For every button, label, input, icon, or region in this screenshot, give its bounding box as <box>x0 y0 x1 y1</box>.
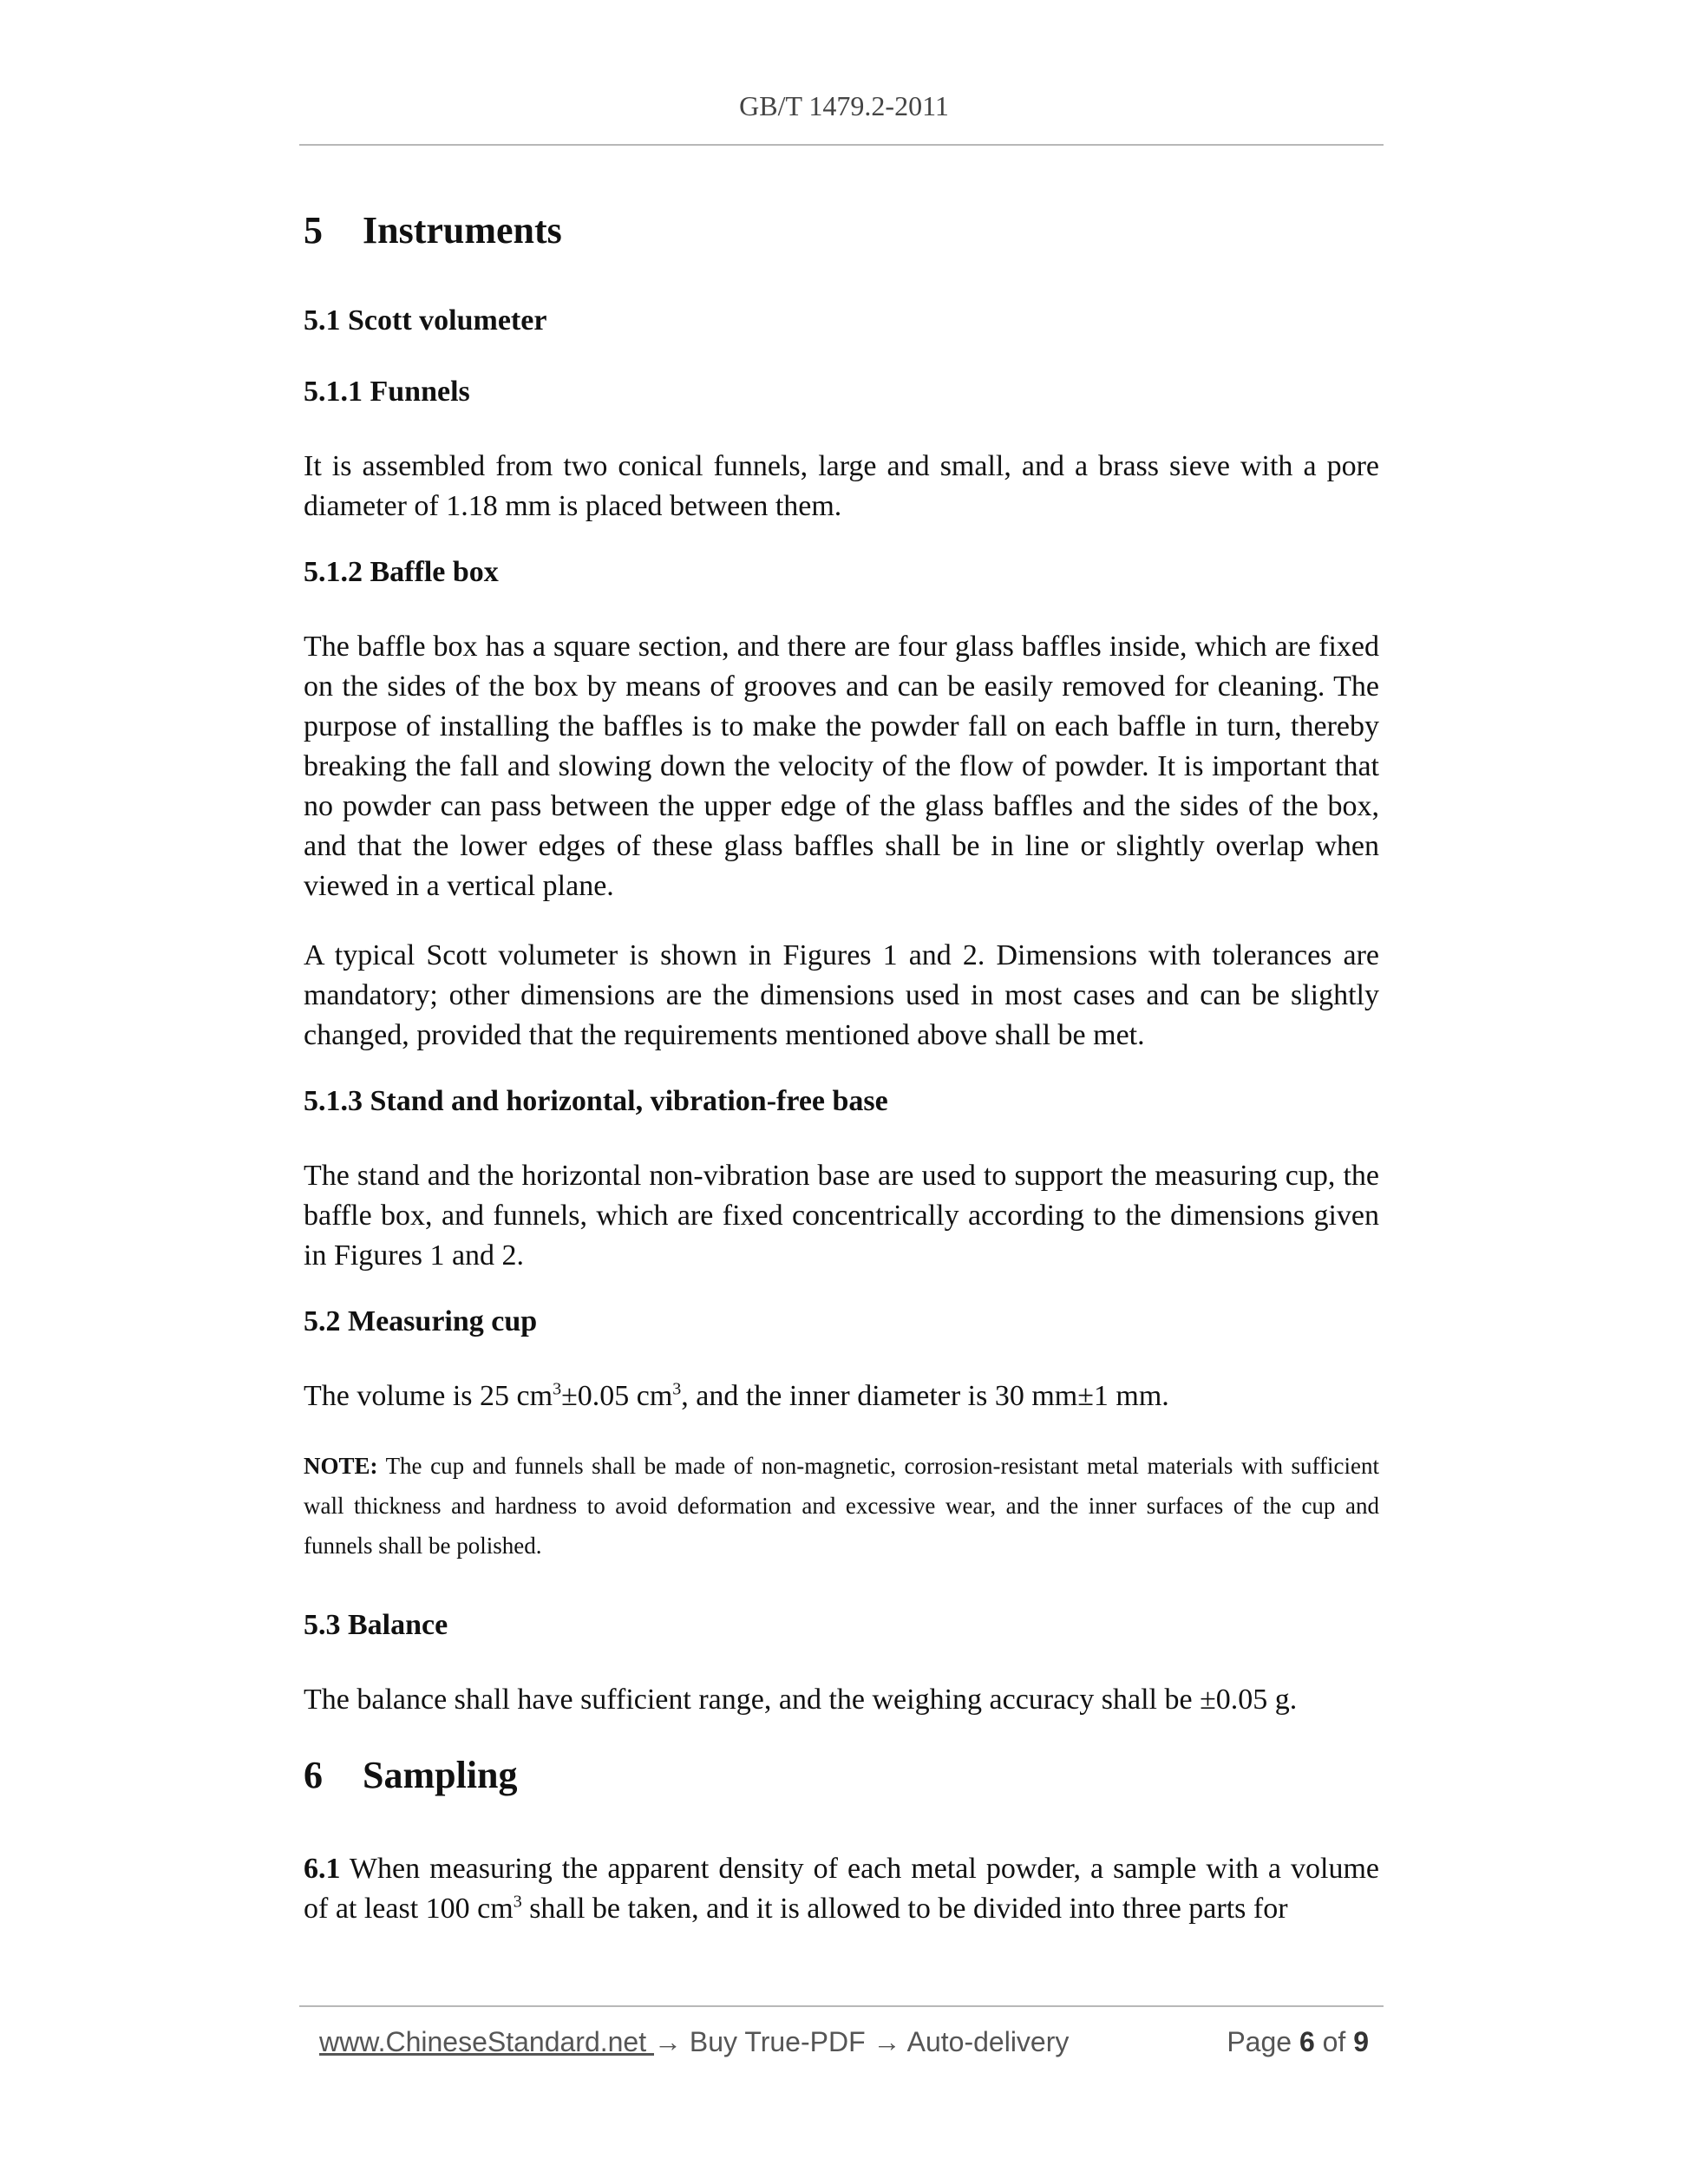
section-5-3-heading: 5.3 Balance <box>304 1609 448 1641</box>
page-body <box>304 208 1379 1958</box>
of-label: of <box>1314 2026 1354 2057</box>
section-6-1-text <box>304 1849 1379 1929</box>
clause-text-part: shall be taken, and it is allowed to be divided into three parts for <box>521 1893 1288 1925</box>
section-5-1-3-heading: 5.1.3 Stand and horizontal, vibration-free base <box>304 1085 888 1117</box>
superscript: 3 <box>672 1379 682 1399</box>
footer-rule <box>299 2005 1384 2007</box>
note-label: NOTE: <box>304 1453 378 1479</box>
arrow-right-icon: → <box>654 2026 682 2057</box>
section-5-1-3-text: The stand and the horizontal non-vibration base are used to support the measuring cup, the baffle box, and funnels, which are fixed concentrically according to the dimensions given in Figures 1 and 2. <box>304 1160 1379 1272</box>
section-6-heading <box>304 1753 1379 1797</box>
page-number: 6 <box>1299 2026 1315 2057</box>
arrow-right-icon: → <box>873 2026 901 2057</box>
volume-text-part: , and the inner diameter is 30 mm±1 mm. <box>681 1380 1169 1412</box>
section-6-title: Sampling <box>363 1754 518 1796</box>
auto-delivery-text: Auto-delivery <box>900 2026 1070 2057</box>
section-5-2-volume-text <box>304 1376 1379 1416</box>
buy-pdf-text: Buy True-PDF <box>682 2026 873 2057</box>
section-6-number: 6 <box>304 1754 323 1796</box>
clause-number: 6.1 <box>304 1853 341 1885</box>
section-5-number: 5 <box>304 209 323 252</box>
section-5-1-2-text-1: The baffle box has a square section, and there are four glass baffles inside, which are fixed on the sides of the box by means of grooves and can be easily removed for cleaning. The purpose of installing the baffles is to make the powder fall on each baffle in turn, thereby breaking the fall and slowing down the velocity of the flow of powder. It is important that no powder can pass between the upper edge of the glass baffles and the sides of the box, and that the lower edges of these glass baffles shall be in line or slightly overlap when viewed in a vertical plane. <box>304 631 1379 902</box>
section-5-3-text: The balance shall have sufficient range, and the weighing accuracy shall be ±0.05 g. <box>304 1684 1298 1716</box>
page-footer <box>319 2026 1369 2066</box>
website-link[interactable]: www.ChineseStandard.net <box>319 2026 654 2057</box>
note-text: The cup and funnels shall be made of non-magnetic, corrosion-resistant metal materials with sufficient wall thickness and hardness to avoid deformation and excessive wear, and the inner surfaces of the cup and funnels shall be polished. <box>304 1453 1379 1559</box>
section-5-2-heading: 5.2 Measuring cup <box>304 1305 538 1337</box>
superscript: 3 <box>553 1379 562 1399</box>
section-5-title: Instruments <box>363 209 562 252</box>
clause-text-part: When measuring the apparent density of each metal powder, a sample with a volume of at least 100 cm <box>304 1853 1379 1925</box>
header-rule <box>299 144 1384 146</box>
section-5-1-1-text: It is assembled from two conical funnels, large and small, and a brass sieve with a pore diameter of 1.18 mm is placed between them. <box>304 450 1379 522</box>
section-5-1-2-text-2: A typical Scott volumeter is shown in Figures 1 and 2. Dimensions with tolerances are mandatory; other dimensions are the dimensions used in most cases and can be slightly changed, provided that the requirements mentioned above shall be met. <box>304 939 1379 1051</box>
page-total: 9 <box>1353 2026 1369 2057</box>
section-5-2-note <box>304 1446 1379 1566</box>
volume-text-part: The volume is 25 cm <box>304 1380 553 1412</box>
section-5-1-2-heading: 5.1.2 Baffle box <box>304 556 499 588</box>
page-indicator <box>1227 2026 1369 2058</box>
superscript: 3 <box>513 1892 522 1912</box>
page-label: Page <box>1227 2026 1299 2057</box>
running-header: GB/T 1479.2-2011 <box>739 90 949 121</box>
section-5-1-heading: 5.1 Scott volumeter <box>304 304 547 337</box>
footer-promo <box>319 2026 1069 2058</box>
volume-text-part: ±0.05 cm <box>561 1380 673 1412</box>
section-5-1-1-heading: 5.1.1 Funnels <box>304 376 470 408</box>
section-5-heading <box>304 208 1379 252</box>
